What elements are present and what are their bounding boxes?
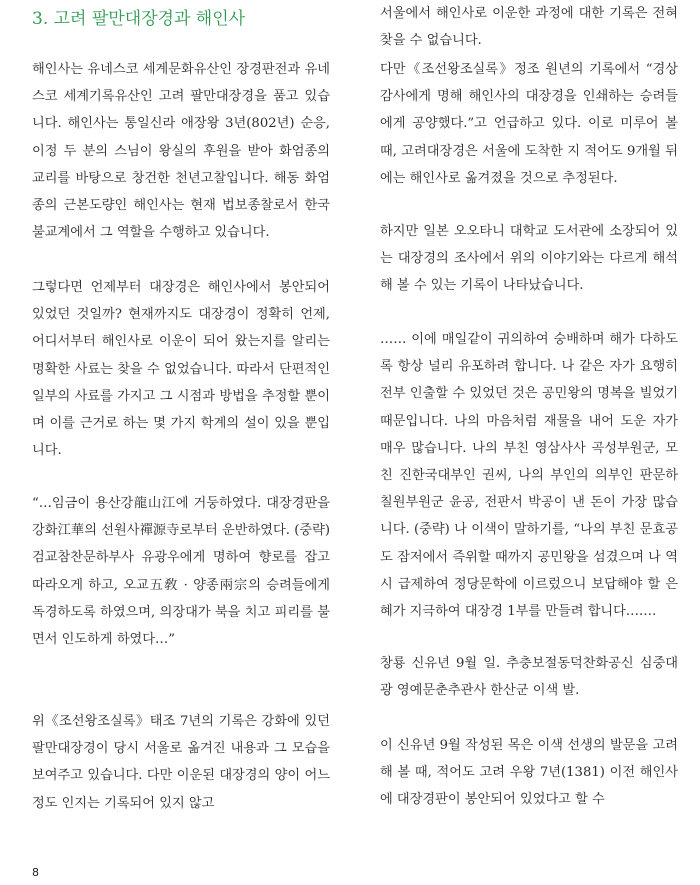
quote-annals: “…임금이 용산강龍山江에 거둥하였다. 대장경판을 강화江華의 선원사禪源寺로부터 운반하였다. (중략) 검교참찬문하부사 유광우에게 명하여 향로를 잡고 따라오게 하고, 오교五敎 · 양종兩宗의 승려들에게 독경하도록 하였으며, 의장대가 북을 치고 피리를 불면서 인도하게 하였다…”	[32, 496, 330, 648]
paragraph-continued: 서울에서 해인사로 이운한 과정에 대한 기록은 전혀 찾을 수 없습니다.	[380, 6, 678, 49]
paragraph-jeongjo-record: 다만《조선왕조실록》정조 원년의 기록에서 “경상감사에게 명해 해인사의 대장경을 인쇄하는 승려들에게 공양했다.”고 언급하고 있다. 이로 미루어 볼 때, 고려대장경은 서울에 도착한 지 적어도 9개월 뒤에는 해인사로 옮겨졌을 것으로 추정된다.	[380, 62, 678, 186]
paragraph-annals-record: 위《조선왕조실록》태조 7년의 기록은 강화에 있던 팔만대장경이 당시 서울로 옮겨진 내용과 그 모습을 보여주고 있습니다. 다만 이운된 대장경의 양이 어느 정도 인지는 기록되어 있지 않고	[32, 714, 330, 811]
page-number: 8	[32, 866, 39, 879]
quote-colophon: …… 이에 매일같이 귀의하여 숭배하며 해가 다하도록 항상 널리 유포하려 합니다. 나 같은 자가 요행히 전부 인출할 수 있었던 것은 공민왕의 명복을 빌었기 때문입니다. 나의 마음처럼 재물을 내어 도운 자가 매우 많습니다. 나의 부친 영삼사사 곡성부원군, 모친 진한국대부인 권씨, 나의 부인의 의부인 판문하 칠원부원군 윤공, 전판서 박공이 낸 돈이 가장 많습니다. (중략) 나 이색이 말하기를, “나의 부친 문효공도 잠저에서 즉위할 때까지 공민왕을 섬겼으며 나 역시 급제하여 정당문학에 이르렀으니 보답해야 할 은혜가 지극하여 대장경 1부를 만들려 합니다.……	[380, 332, 678, 620]
paragraph-otani-record: 하지만 일본 오오타니 대학교 도서관에 소장되어 있는 대장경의 조사에서 위의 이야기와는 다르게 해석해 볼 수 있는 기록이 나타났습니다.	[380, 224, 678, 294]
paragraph-conclusion: 이 신유년 9월 작성된 목은 이색 선생의 발문을 고려해 볼 때, 적어도 고려 우왕 7년(1381) 이전 해인사에 대장경판이 봉안되어 있었다고 할 수	[380, 738, 678, 808]
paragraph-question: 그렇다면 언제부터 대장경은 해인사에서 봉안되어 있었던 것일까? 현재까지도 대장경이 정확히 언제, 어디서부터 해인사로 이운이 되어 왔는지를 알리는 명확한 사료는 찾을 수 없었습니다. 따라서 단편적인 일부의 사료를 가지고 그 시점과 방법을 추정할 뿐이며 이를 근거로 하는 몇 가지 학계의 설이 있을 뿐입니다.	[32, 280, 330, 459]
paragraph-intro: 해인사는 유네스코 세계문화유산인 장경판전과 유네스코 세계기록유산인 고려 팔만대장경을 품고 있습니다. 해인사는 통일신라 애장왕 3년(802년) 순응, 이정 두 분의 스님이 왕실의 후원을 받아 화엄종의 교리를 바탕으로 창건한 천년고찰입니다. 해동 화엄종의 근본도량인 해인사는 현재 법보종찰로서 한국 불교계에서 그 역할을 수행하고 있습니다.	[32, 62, 330, 241]
colophon-signature: 창룡 신유년 9월 일. 추충보절동덕찬화공신 심중대광 영예문춘추관사 한산군 이색 발.	[380, 656, 678, 699]
section-title: 3. 고려 팔만대장경과 해인사	[32, 9, 246, 29]
